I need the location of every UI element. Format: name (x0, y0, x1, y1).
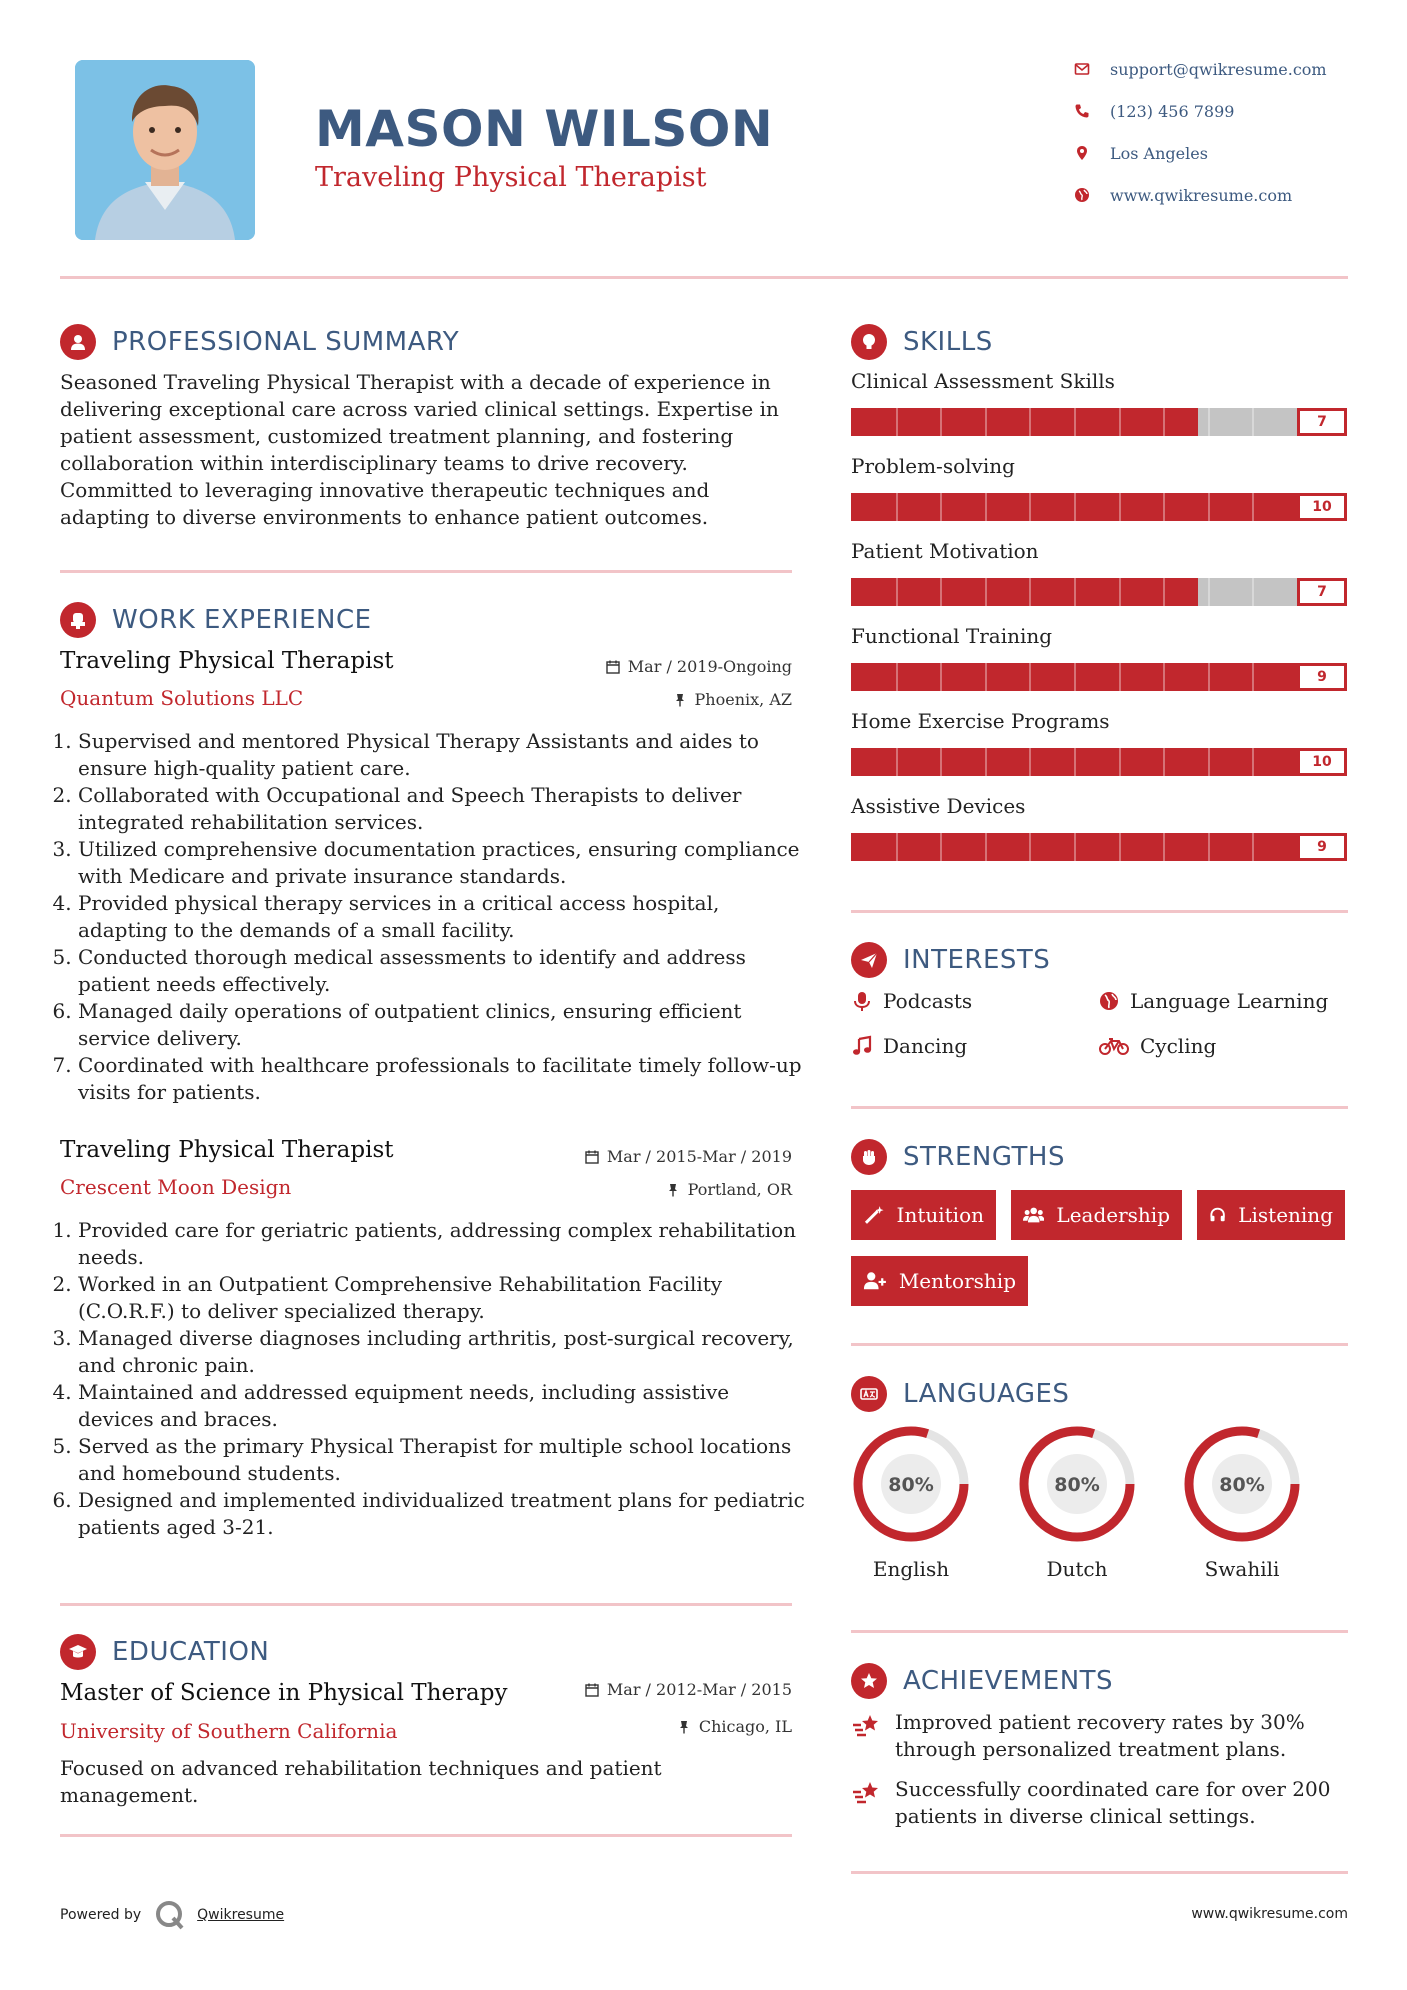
skill-segment (1252, 663, 1254, 691)
skill-bar (851, 833, 1347, 861)
skill-label: Assistive Devices (851, 794, 1026, 818)
contact-email-text: support@qwikresume.com (1110, 59, 1327, 79)
skill-segment (1252, 833, 1254, 861)
users-icon (1023, 1204, 1044, 1226)
job-title: Traveling Physical Therapist (60, 1137, 394, 1163)
language-ring (1181, 1423, 1303, 1545)
graduation-cap-icon (60, 1634, 96, 1670)
duty-item: 7. Coordinated with healthcare professionals to facilitate timely follow-up visits for patients. (78, 1052, 805, 1106)
phone-icon (1072, 101, 1092, 121)
skill-segment (1163, 663, 1165, 691)
strengths-header (851, 1139, 1065, 1175)
languages-divider (851, 1630, 1348, 1633)
degree: Master of Science in Physical Therapy (60, 1680, 508, 1706)
job-duties (60, 728, 805, 1106)
interest-dancing: Dancing (851, 1034, 967, 1058)
duty-item: 4. Provided physical therapy services in a critical access hospital, adapting to the demands of a small facility. (78, 890, 805, 944)
education-description: Focused on advanced rehabilitation techniques and patient management. (60, 1756, 662, 1807)
skill-segment (896, 833, 898, 861)
duty-item: 1. Provided care for geriatric patients, addressing complex rehabilitation needs. (78, 1217, 805, 1271)
summary-heading: PROFESSIONAL SUMMARY (112, 327, 460, 357)
skill-segment (1208, 833, 1210, 861)
education-header (60, 1634, 269, 1670)
interests-header (851, 942, 1050, 978)
skill-segment (896, 408, 898, 436)
duty-item: 5. Conducted thorough medical assessments to identify and address patient needs effectively. (78, 944, 805, 998)
strength-listening: Listening (1197, 1190, 1345, 1240)
skill-value: 9 (1297, 663, 1347, 691)
strength-intuition: Intuition (851, 1190, 996, 1240)
envelope-icon (1072, 59, 1092, 79)
skill-segment (985, 408, 987, 436)
skill-segment (1119, 748, 1121, 776)
magic-wand-icon (863, 1204, 885, 1226)
experience-heading: WORK EXPERIENCE (112, 605, 372, 635)
language-item (850, 1423, 972, 1581)
skill-segment (1029, 408, 1031, 436)
school: University of Southern California (60, 1719, 398, 1743)
language-item (1181, 1423, 1303, 1581)
skill-segment (1074, 578, 1076, 606)
footer-website[interactable]: www.qwikresume.com (1191, 1906, 1348, 1922)
job-company: Quantum Solutions LLC (60, 686, 304, 710)
skill-segment (940, 833, 942, 861)
skill-fill (851, 493, 1347, 521)
job-title: Traveling Physical Therapist (60, 648, 394, 674)
strengths-divider (851, 1343, 1348, 1346)
language-percent: 80% (1219, 1474, 1265, 1496)
summary-text: Seasoned Traveling Physical Therapist with a decade of experience in delivering exceptional care across varied clinical settings. Expertise in patient assessment, customized treatment planning, and fostering collaboration within interdisciplinary teams to drive recovery. Committed to leveraging innovative therapeutic techniques and adapting to diverse environments to enhance patient outcomes. (60, 370, 779, 529)
qwikresume-link[interactable]: Qwikresume (197, 1907, 285, 1923)
skill-segment (1252, 748, 1254, 776)
skill-value: 7 (1297, 578, 1347, 606)
language-name: Dutch (1046, 1557, 1108, 1581)
skill-segment (896, 663, 898, 691)
contact-location-text: Los Angeles (1110, 143, 1208, 163)
job-location: Portland, OR (540, 1180, 792, 1199)
contact-website[interactable] (1072, 182, 1392, 208)
footer-powered-by: Powered by Qwikresume (60, 1900, 284, 1930)
translate-icon (851, 1376, 887, 1412)
skill-segment (1074, 748, 1076, 776)
languages-header (851, 1376, 1069, 1412)
interests-divider (851, 1106, 1348, 1109)
skill-segment (940, 408, 942, 436)
user-icon (60, 324, 96, 360)
education-location: Chicago, IL (540, 1717, 792, 1736)
skill-segment (1029, 578, 1031, 606)
skill-segment (1029, 663, 1031, 691)
microphone-icon (851, 990, 873, 1012)
skill-segment (1119, 578, 1121, 606)
shooting-star-icon (851, 1778, 883, 1806)
skill-bar (851, 408, 1347, 436)
interests-heading: INTERESTS (903, 945, 1051, 975)
interest-podcasts: Podcasts (851, 989, 972, 1013)
achievements-divider (851, 1871, 1348, 1874)
skill-segment (985, 748, 987, 776)
skill-fill (851, 408, 1198, 436)
star-badge-icon (851, 1663, 887, 1699)
qwikresume-logo-icon (155, 1900, 185, 1930)
calendar-icon (585, 1150, 599, 1164)
globe-icon (1072, 185, 1092, 205)
calendar-icon (585, 1683, 599, 1697)
skill-fill (851, 578, 1198, 606)
skill-bar (851, 493, 1347, 521)
skill-segment (1074, 493, 1076, 521)
skill-segment (1163, 578, 1165, 606)
skill-value: 10 (1297, 493, 1347, 521)
pushpin-icon (666, 1183, 680, 1197)
experience-divider (60, 1603, 792, 1606)
map-pin-icon (1072, 143, 1092, 163)
skill-segment (940, 663, 942, 691)
fist-icon (851, 1139, 887, 1175)
skill-segment (985, 833, 987, 861)
skill-label: Functional Training (851, 624, 1053, 648)
skill-fill (851, 748, 1347, 776)
skill-label: Problem-solving (851, 454, 1015, 478)
skill-segment (896, 578, 898, 606)
music-note-icon (851, 1035, 873, 1057)
skill-segment (1029, 833, 1031, 861)
job-location: Phoenix, AZ (540, 690, 792, 709)
interest-cycling: Cycling (1098, 1034, 1216, 1058)
duty-item: 6. Designed and implemented individualized treatment plans for pediatric patients aged 3-21. (78, 1487, 805, 1541)
skill-segment (1208, 578, 1210, 606)
skill-bar (851, 578, 1347, 606)
experience-header (60, 602, 372, 638)
skill-segment (1208, 493, 1210, 521)
job-date: Mar / 2019-Ongoing (540, 657, 792, 676)
language-percent: 80% (1054, 1474, 1100, 1496)
skill-value: 9 (1297, 833, 1347, 861)
education-divider (60, 1834, 792, 1837)
duty-item: 3. Utilized comprehensive documentation practices, ensuring compliance with Medicare and private insurance standards. (78, 836, 805, 890)
strength-leadership: Leadership (1011, 1190, 1182, 1240)
candidate-title: Traveling Physical Therapist (315, 162, 707, 193)
achievement-item: Improved patient recovery rates by 30% through personalized treatment plans. (851, 1709, 1351, 1763)
skill-segment (1208, 408, 1210, 436)
skill-label: Clinical Assessment Skills (851, 369, 1115, 393)
skill-label: Patient Motivation (851, 539, 1039, 563)
skill-segment (896, 493, 898, 521)
skill-segment (1119, 663, 1121, 691)
language-ring (850, 1423, 972, 1545)
duty-item: 2. Collaborated with Occupational and Speech Therapists to deliver integrated rehabilitation services. (78, 782, 805, 836)
education-date: Mar / 2012-Mar / 2015 (540, 1680, 792, 1699)
skill-value: 7 (1297, 408, 1347, 436)
achievements-heading: ACHIEVEMENTS (903, 1666, 1114, 1696)
contact-location (1072, 140, 1392, 166)
skill-segment (1252, 493, 1254, 521)
job-date: Mar / 2015-Mar / 2019 (540, 1147, 792, 1166)
achievements-header (851, 1663, 1113, 1699)
skill-segment (896, 748, 898, 776)
candidate-name: MASON WILSON (315, 100, 774, 158)
skill-segment (1074, 833, 1076, 861)
duty-item: 3. Managed diverse diagnoses including arthritis, post-surgical recovery, and chronic pain. (78, 1325, 805, 1379)
skill-segment (940, 578, 942, 606)
skill-segment (1163, 408, 1165, 436)
job-duties (60, 1217, 805, 1541)
contact-email[interactable] (1072, 56, 1392, 82)
achievement-item: Successfully coordinated care for over 200 patients in diverse clinical settings. (851, 1776, 1351, 1830)
skill-segment (1163, 748, 1165, 776)
interest-language-learning: Language Learning (1098, 989, 1328, 1013)
summary-divider (60, 570, 792, 573)
languages-heading: LANGUAGES (903, 1379, 1070, 1409)
skill-segment (1252, 578, 1254, 606)
contact-phone[interactable] (1072, 98, 1392, 124)
skill-segment (1074, 408, 1076, 436)
skill-segment (1029, 748, 1031, 776)
skill-segment (1208, 663, 1210, 691)
duty-item: 4. Maintained and addressed equipment needs, including assistive devices and braces. (78, 1379, 805, 1433)
skill-value: 10 (1297, 748, 1347, 776)
duty-item: 5. Served as the primary Physical Therapist for multiple school locations and homebound students. (78, 1433, 805, 1487)
summary-header (60, 324, 459, 360)
skill-segment (1074, 663, 1076, 691)
header-divider (60, 276, 1348, 279)
skill-segment (985, 493, 987, 521)
duty-item: 6. Managed daily operations of outpatient clinics, ensuring efficient service delivery. (78, 998, 805, 1052)
bicycle-icon (1098, 1035, 1130, 1057)
language-item (1016, 1423, 1138, 1581)
globe-icon (1098, 990, 1120, 1012)
skill-segment (1119, 833, 1121, 861)
contact-phone-text: (123) 456 7899 (1110, 101, 1235, 121)
skill-bar (851, 748, 1347, 776)
skill-segment (940, 748, 942, 776)
language-ring (1016, 1423, 1138, 1545)
shooting-star-icon (851, 1711, 883, 1739)
skill-segment (985, 663, 987, 691)
briefcase-icon (60, 602, 96, 638)
skill-bar (851, 663, 1347, 691)
calendar-icon (606, 660, 620, 674)
strength-mentorship: Mentorship (851, 1256, 1028, 1306)
language-percent: 80% (888, 1474, 934, 1496)
skills-divider (851, 910, 1348, 913)
user-plus-icon (863, 1270, 887, 1292)
contact-website-text: www.qwikresume.com (1110, 185, 1293, 205)
skills-header (851, 324, 993, 360)
skill-segment (1029, 493, 1031, 521)
duty-item: 2. Worked in an Outpatient Comprehensive Rehabilitation Facility (C.O.R.F.) to deliver specialized therapy. (78, 1271, 805, 1325)
skill-segment (1163, 493, 1165, 521)
skills-heading: SKILLS (903, 327, 993, 357)
skill-segment (1252, 408, 1254, 436)
job-company: Crescent Moon Design (60, 1175, 292, 1199)
skill-segment (1208, 748, 1210, 776)
paper-plane-icon (851, 942, 887, 978)
pushpin-icon (677, 1720, 691, 1734)
education-heading: EDUCATION (112, 1637, 270, 1667)
skill-label: Home Exercise Programs (851, 709, 1110, 733)
skill-segment (985, 578, 987, 606)
skill-segment (1119, 408, 1121, 436)
skill-segment (1163, 833, 1165, 861)
language-name: English (872, 1557, 950, 1581)
profile-photo (75, 60, 255, 240)
language-name: Swahili (1204, 1557, 1280, 1581)
lightbulb-icon (851, 324, 887, 360)
headphones-icon (1209, 1204, 1226, 1226)
duty-item: 1. Supervised and mentored Physical Therapy Assistants and aides to ensure high-quality patient care. (78, 728, 805, 782)
skill-segment (940, 493, 942, 521)
strengths-heading: STRENGTHS (903, 1142, 1065, 1172)
skill-segment (1119, 493, 1121, 521)
pushpin-icon (673, 693, 687, 707)
